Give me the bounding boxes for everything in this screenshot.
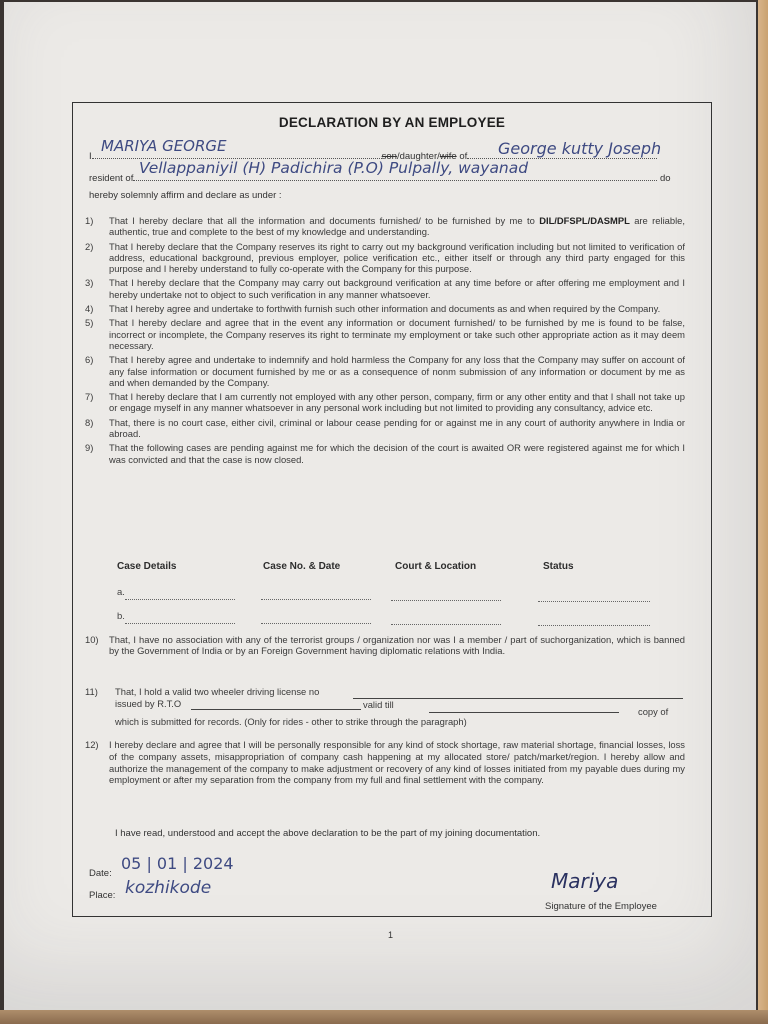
- background-edge: [758, 0, 768, 1024]
- item-1: 1) That I hereby declare that all the information and documents furnished/ to be furnished by me to DIL/DFSPL/DASMPL are reliable, authentic, true and complete to the best of my knowledge and understanding.: [85, 215, 685, 238]
- case-row-a: a.: [117, 587, 125, 598]
- case-a-status[interactable]: [538, 600, 650, 602]
- employee-signature: Mariya: [551, 869, 619, 893]
- case-b-number[interactable]: [261, 622, 371, 624]
- table-surface: [0, 1010, 768, 1024]
- rto-field[interactable]: [191, 708, 361, 710]
- item-5: 5) That I hereby declare and agree that in the event any information or document furnished/ to be furnished by me is found to be false, incorrect or incomplete, the Company reserves its right to terminate my employment or take such other appropriate action as it may deem necessary.: [85, 317, 685, 351]
- item-7: 7) That I hereby declare that I am currently not employed with any other person, company, firm or any other entity and that I shall not take up or engage myself in any manner whatsoever in any personal work including but not limited to providing any consultancy, advice etc.: [85, 391, 685, 414]
- employee-name: MARIYA GEORGE: [101, 137, 227, 155]
- status-header: Status: [543, 561, 574, 572]
- case-b-details[interactable]: [125, 622, 235, 624]
- case-row-b: b.: [117, 611, 125, 622]
- case-b-court[interactable]: [391, 623, 501, 625]
- date-value: 05 | 01 | 2024: [121, 854, 234, 873]
- signature-label: Signature of the Employee: [545, 901, 657, 912]
- relation-wife: wife: [439, 151, 457, 162]
- item-10: 10) That, I have no association with any of the terrorist groups / organization nor was I a member / part of suchorganization, which is banned by the Government of India or by an Foreign Government having diplomatic relations with India.: [85, 634, 685, 657]
- place-value: kozhikode: [125, 878, 212, 898]
- father-name: George kutty Joseph: [498, 139, 662, 158]
- valid-till-field[interactable]: [429, 711, 619, 713]
- case-a-details[interactable]: [125, 598, 235, 600]
- place-label: Place:: [89, 890, 116, 901]
- court-location-header: Court & Location: [395, 561, 477, 572]
- address-value: Vellappaniyil (H) Padichira (P.O) Pulpally, wayanad: [139, 159, 529, 177]
- of-label: of: [459, 151, 468, 162]
- case-b-status[interactable]: [538, 624, 650, 626]
- case-no-header: Case No. & Date: [263, 561, 341, 572]
- case-details-header: Case Details: [117, 561, 177, 572]
- item-6: 6) That I hereby agree and undertake to indemnify and hold harmless the Company for any loss that the Company may suffer on account of any false information or document furnished by me or as a consequence of nonm submission of any information or document by me as and when demanded by the Company.: [85, 354, 685, 388]
- declaration-items: [85, 215, 685, 468]
- i-label: I: [89, 151, 92, 162]
- item-2: 2) That I hereby declare that the Company reserves its right to carry out my background verification including but not limited to verification of address, educational background, previous employer, police verification etc., either itself or through any third party engaged for this purpose and I hereby understand to fully co-operate with the Company for this purpose.: [85, 240, 685, 275]
- date-label: Date:: [89, 868, 112, 879]
- do-label: do: [660, 173, 671, 184]
- closing-statement: I have read, understood and accept the above declaration to be the part of my joining documentation.: [115, 828, 541, 839]
- relation-daughter: /daughter/: [396, 151, 440, 162]
- resident-label: resident of: [89, 173, 134, 184]
- item-4: 4) That I hereby agree and undertake to forthwith furnish such other information and documents as and when required by the Company.: [85, 303, 661, 315]
- form-title: DECLARATION BY AN EMPLOYEE: [278, 115, 506, 130]
- item-9: 9) That the following cases are pending against me for which the decision of the court is awaited OR were registered against me for which I was convicted and that the case is now closed.: [85, 442, 685, 465]
- item-12: 12) I hereby declare and agree that I will be personally responsible for any kind of stock shortage, raw material shortage, financial losses, loss of the company assets, misappropriation of company cash happening at my allocated store/ patch/market/region. I hereby allow and authorize the management of the company to make adjustment or recovery of any kind of losses initiated from my payable dues during my employment or after my separation from the company from my full and final settlement with the company.: [85, 739, 685, 786]
- case-a-number[interactable]: [261, 598, 371, 600]
- item-8: 8) That, there is no court case, either civil, criminal or labour cease pending for or against me in any court of authority anywhere in India or abroad.: [85, 416, 685, 440]
- license-number-field[interactable]: [353, 697, 683, 699]
- case-a-court[interactable]: [391, 599, 501, 601]
- page-number: 1: [388, 930, 394, 940]
- affirm-text: hereby solemnly affirm and declare as under :: [89, 190, 282, 201]
- item-3: 3) That I hereby declare that the Company may carry out background verification at any time before or after offering me employment and I hereby undertake not to object to such verification in any manner whatsoever.: [85, 277, 685, 300]
- relation-son: son: [381, 151, 397, 162]
- declaration-form: DECLARATION BY AN EMPLOYEE I son/daughter/wife of MARIYA GEORGE George kutty Joseph resident of do Vellappaniyil (H) Padichira (P.O) Pulpally, wayanad hereby solemnly affirm and declare as under : 1) That I hereby declare that all the information and documents furnished/ to be furnished by me to DIL/DFSPL/DASMPL are reliable, authentic, true and complete to the best of my knowledge and understanding. 2) That I hereby declare that the Company reserves its right to carry out my background verification including but not limited to verification of address, educational background, previous employer, police verification etc., either itself or through any third party engaged for this purpose and I hereby understand to fully co-operate with the Company for this purpose. 3) That I hereby declare that the Company may carry out background verification at any time before or after offering me employment and I hereby undertake not to object to such verification in any manner whatsoever. 4) That I hereby agree and undertake to forthwith furnish such other information and documents as and when required by the Company. 5) That I hereby declare and agree that in the event any information or document furnished/ to be furnished by me is found to be false, incorrect or incomplete, the Company reserves its right to terminate my employment or take such other appropriate action as it may deem necessary. 6) That I hereby agree and undertake to indemnify and hold harmless the Company for any loss that the Company may suffer on account of any false information or document furnished by me or as a consequence of nonm submission of any information or document by me as and when demanded by the Company. 7) That I hereby declare that I am currently not employed with any other person, company, firm or any other entity and that I shall not take up or engage myself in any manner whatsoever in any personal work including but not limited to providing any consultancy, advice etc. 8) That, there is no court case, either civil, criminal or labour cease pending for or against me in any court of authority anywhere in India or abroad. 9) That the following cases are pending against me for which the decision of the court is awaited OR were registered against me for which I was convicted and that the case is now closed. Case Details Case No. & Date Court & Location Status a. b. 10) That, I have no association with any of the terrorist groups / organization nor was I a member / part of suchorganization, which is banned by the Government of India or by an Foreign Government having diplomatic relations with India. 11) That, I hold a valid two wheeler driving license no issued by R.T.O valid till copy of which is submitted for records. (Only for rides - other to strike through the paragraph) 12) I hereby declare and agree that I will be personally responsible for any kind of stock shortage, raw material shortage, financial losses, loss of the company assets, misappropriation of company cash happening at my allocated store/ patch/market/region. I hereby allow and authorize the management of the company to make adjustment or recovery of any kind of losses initiated from my payable dues during my employment or after my separation from the company from my full and final settlement with the company. I have read, understood and accept the above declaration to be the part of my joining documentation. Date: 05 | 01 | 2024 Place: kozhikode Mariya Signature of the Employee: [72, 102, 712, 917]
